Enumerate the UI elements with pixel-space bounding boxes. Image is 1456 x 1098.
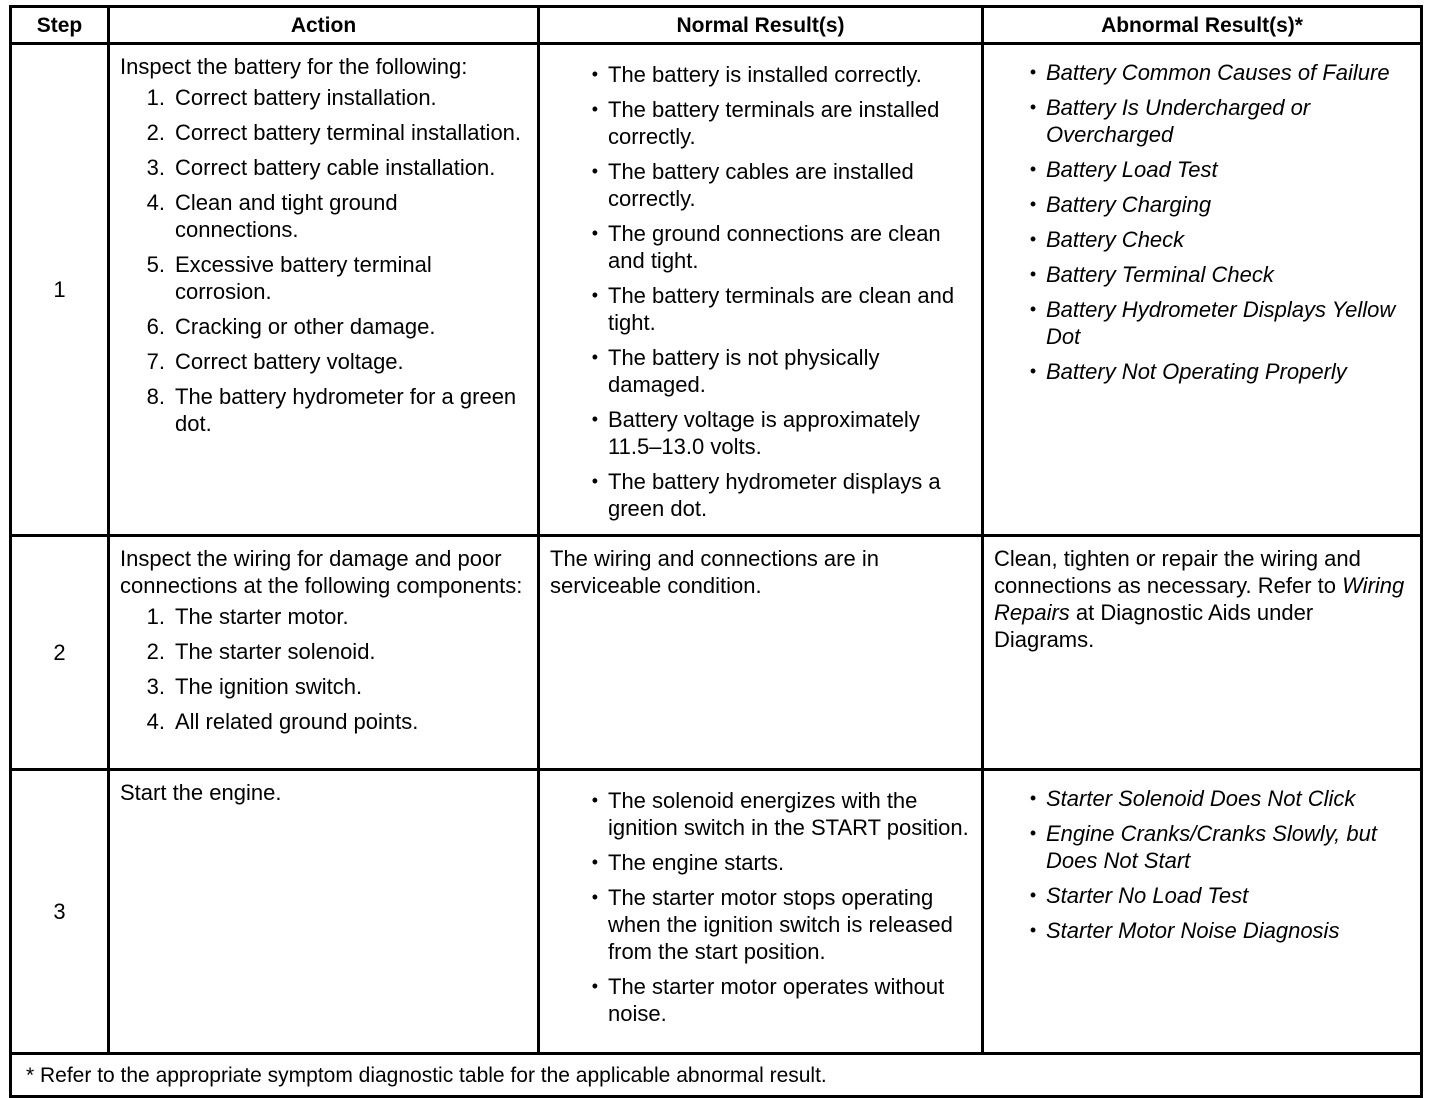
- abnormal-result-cell: [983, 770, 1422, 1054]
- list-item: • The ground connections are clean and tight.: [591, 221, 941, 273]
- action-intro: Inspect the battery for the following:: [120, 54, 468, 79]
- action-cell: [109, 770, 539, 1054]
- step-number: 3: [11, 770, 109, 1054]
- action-cell: [109, 536, 539, 770]
- abnormal-result-text: Clean, tighten or repair the wiring and connections as necessary. Refer to Wiring Repairs at Diagnostic Aids under Diagrams.: [994, 546, 1405, 652]
- step-number: 1: [11, 44, 109, 536]
- list-item: 1. Correct battery installation.: [146, 85, 437, 110]
- list-item[interactable]: • Starter Solenoid Does Not Click: [1029, 786, 1356, 811]
- list-item: 1. The starter motor.: [146, 604, 349, 629]
- list-item: 2. The starter solenoid.: [146, 639, 376, 664]
- header-step: Step: [11, 7, 109, 44]
- list-item[interactable]: • Battery Common Causes of Failure: [1029, 60, 1390, 85]
- abnormal-result-list: [994, 785, 1410, 944]
- table-row-step-3: [11, 770, 1422, 1054]
- normal-result-cell: [539, 44, 983, 536]
- list-item: • The solenoid energizes with the ignition switch in the START position.: [591, 788, 969, 840]
- list-item: • The battery terminals are clean and tight.: [591, 283, 955, 335]
- list-item: 2. Correct battery terminal installation.: [146, 120, 522, 145]
- list-item: • The starter motor operates without noise.: [591, 974, 945, 1026]
- abnormal-result-cell: [983, 536, 1422, 770]
- diagnostic-table-container: [9, 5, 1420, 1098]
- list-item: 4. Clean and tight ground connections.: [146, 190, 398, 242]
- normal-result-text: The wiring and connections are in serviceable condition.: [550, 546, 879, 598]
- list-item[interactable]: • Battery Terminal Check: [1029, 262, 1274, 287]
- list-item[interactable]: • Battery Check: [1029, 227, 1185, 252]
- list-item: 5. Excessive battery terminal corrosion.: [146, 252, 432, 304]
- header-action: Action: [109, 7, 539, 44]
- list-item: 6. Cracking or other damage.: [146, 314, 436, 339]
- table-row-step-2: [11, 536, 1422, 770]
- diagnostic-table: [9, 5, 1423, 1098]
- list-item: • The starter motor stops operating when the ignition switch is released from the start position.: [591, 885, 953, 964]
- list-item: 4. All related ground points.: [146, 709, 419, 734]
- list-item[interactable]: • Battery Not Operating Properly: [1029, 359, 1347, 384]
- list-item[interactable]: • Battery Charging: [1029, 192, 1212, 217]
- list-item[interactable]: • Battery Is Undercharged or Overcharged: [1029, 95, 1311, 147]
- abnormal-result-cell: [983, 44, 1422, 536]
- list-item: 3. Correct battery cable installation.: [146, 155, 496, 180]
- action-list: [120, 603, 527, 735]
- action-intro: Start the engine.: [120, 780, 282, 805]
- list-item[interactable]: • Battery Hydrometer Displays Yellow Dot: [1029, 297, 1396, 349]
- abnormal-result-list: [994, 59, 1410, 385]
- action-cell: [109, 44, 539, 536]
- header-abnormal: Abnormal Result(s)*: [983, 7, 1422, 44]
- list-item: • The battery terminals are installed correctly.: [591, 97, 940, 149]
- list-item: 7. Correct battery voltage.: [146, 349, 404, 374]
- list-item: 8. The battery hydrometer for a green dot.: [146, 384, 517, 436]
- list-item: • The battery is not physically damaged.: [591, 345, 880, 397]
- list-item: • The battery cables are installed correctly.: [591, 159, 914, 211]
- list-item[interactable]: • Starter No Load Test: [1029, 883, 1249, 908]
- list-item: • The battery is installed correctly.: [591, 62, 922, 87]
- list-item: • The battery hydrometer displays a green dot.: [591, 469, 941, 521]
- wiring-repairs-link[interactable]: Wiring Repairs: [994, 573, 1405, 625]
- normal-result-list: [550, 787, 971, 1027]
- step-number: 2: [11, 536, 109, 770]
- list-item[interactable]: • Battery Load Test: [1029, 157, 1218, 182]
- list-item: • Battery voltage is approximately 11.5–13.0 volts.: [591, 407, 920, 459]
- normal-result-cell: [539, 770, 983, 1054]
- footnote-row: [11, 1054, 1422, 1097]
- table-row-step-1: [11, 44, 1422, 536]
- list-item: 3. The ignition switch.: [146, 674, 363, 699]
- header-row: [11, 7, 1422, 44]
- footnote: * Refer to the appropriate symptom diagnostic table for the applicable abnormal result.: [11, 1054, 1422, 1097]
- header-normal: Normal Result(s): [539, 7, 983, 44]
- normal-result-list: [550, 61, 971, 522]
- list-item: • The engine starts.: [591, 850, 785, 875]
- list-item[interactable]: • Engine Cranks/Cranks Slowly, but Does Not Start: [1029, 821, 1377, 873]
- action-list: [120, 84, 527, 437]
- action-intro: Inspect the wiring for damage and poor connections at the following components:: [120, 546, 523, 598]
- list-item[interactable]: • Starter Motor Noise Diagnosis: [1029, 918, 1340, 943]
- normal-result-cell: [539, 536, 983, 770]
